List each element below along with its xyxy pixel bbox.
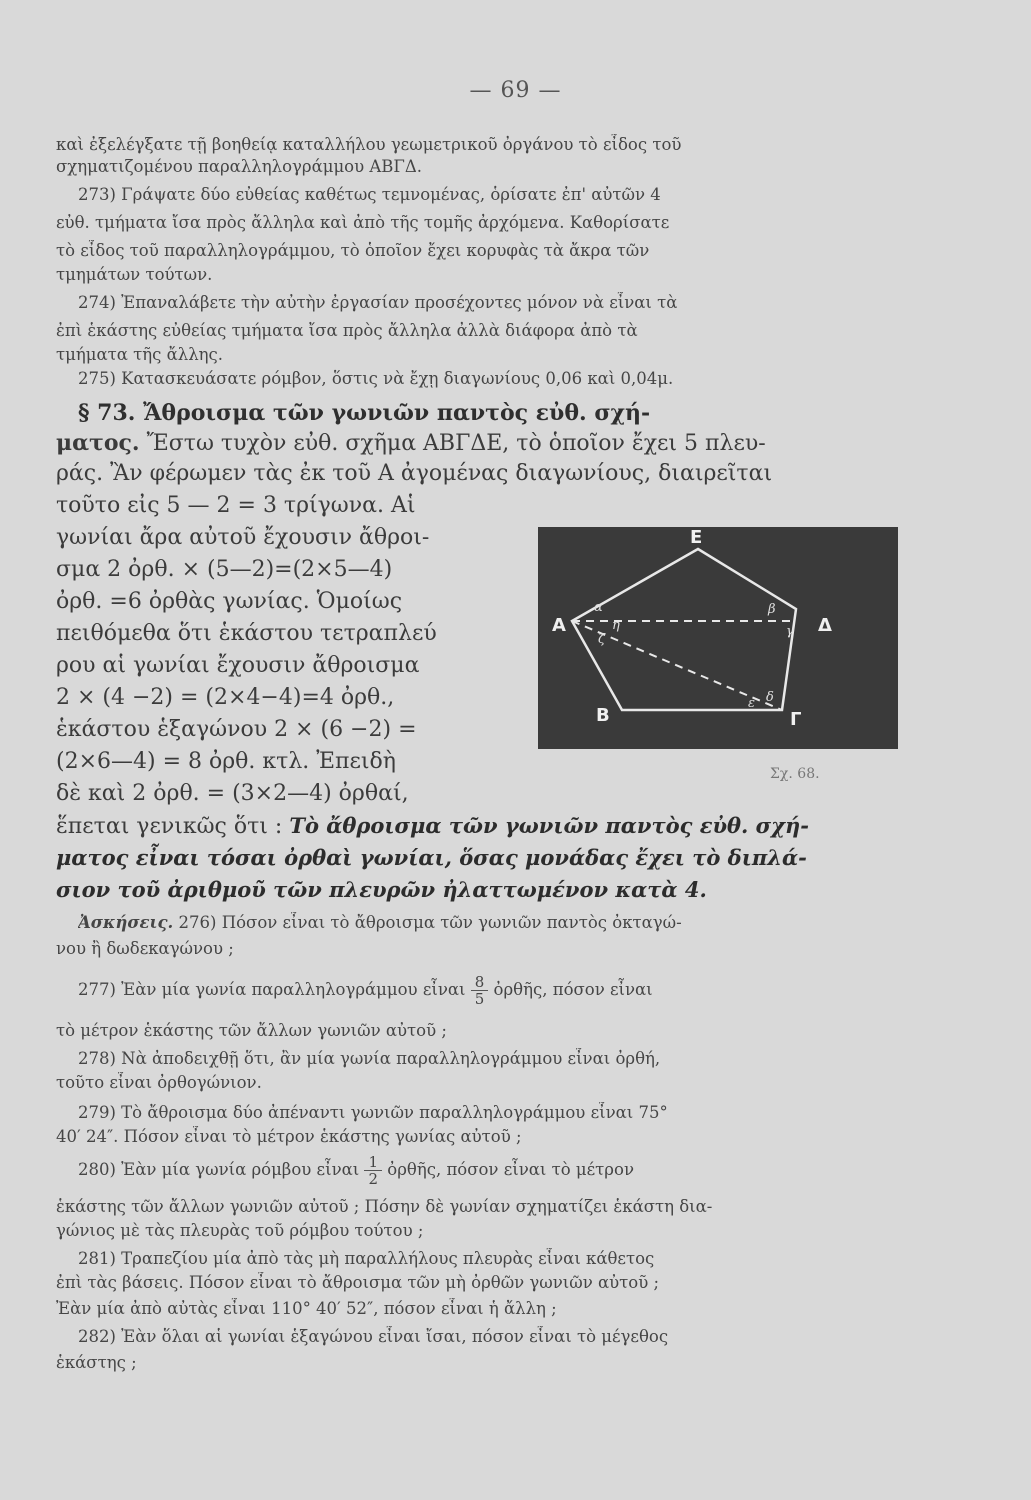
angle-label-epsilon: ε — [748, 696, 755, 711]
fraction — [364, 1154, 382, 1187]
text-span: ὀρθῆς, πόσον εἶναι τὸ μέτρον — [387, 1160, 634, 1179]
exercise-275: 275) Κατασκευάσατε ρόμβον, ὅστις νὰ ἔχῃ διαγωνίους 0,06 καὶ 0,04μ. — [78, 369, 674, 388]
text-span: 277) Ἐὰν μία γωνία παραλληλογράμμου εἶναι — [78, 980, 466, 999]
pentagon-shape — [572, 549, 796, 710]
text-line: 40′ 24″. Πόσον εἶναι τὸ μέτρον ἑκάστης γωνίας αὐτοῦ ; — [56, 1127, 522, 1146]
text-line: 2 × (4 −2) = (2×4−4)=4 ὀρθ., — [56, 685, 395, 710]
text-line: ρου αἱ γωνίαι ἔχουσιν ἄθροισμα — [56, 653, 420, 678]
exercise-282: 282) Ἐὰν ὅλαι αἱ γωνίαι ἑξαγώνου εἶναι ἴσαι, πόσον εἶναι τὸ μέγεθος — [78, 1327, 669, 1346]
text-line: γωνίαι ἄρα αὐτοῦ ἔχουσιν ἄθροι- — [56, 525, 430, 550]
theorem-text: Τὸ ἄθροισμα τῶν γωνιῶν παντὸς εὐθ. σχή- — [289, 813, 809, 838]
text-line: (2×6—4) = 8 ὀρθ. κτλ. Ἐπειδὴ — [56, 749, 396, 774]
angle-label-beta: β — [768, 602, 776, 617]
text-line: ἑκάστης τῶν ἄλλων γωνιῶν αὐτοῦ ; Πόσην δὲ γωνίαν σχηματίζει ἑκάστη δια- — [56, 1197, 713, 1216]
fraction-denominator: 5 — [474, 990, 485, 1008]
page-number: — 69 — — [469, 78, 562, 103]
exercise-280 — [78, 1150, 894, 1190]
text-span: ὀρθῆς, πόσον εἶναι — [493, 980, 653, 999]
text-span: ἕπεται γενικῶς ὅτι : — [56, 814, 290, 839]
vertex-label-A: Α — [552, 615, 566, 636]
text-line — [56, 811, 894, 842]
text-line: τμημάτων τούτων. — [56, 265, 213, 284]
pentagon-diagram — [538, 527, 898, 749]
section-title: § 73. Ἄθροισμα τῶν γωνιῶν παντὸς εὐθ. σχή- — [78, 400, 651, 426]
text-line: Ἐὰν μία ἀπὸ αὐτὰς εἶναι 110° 40′ 52″, πόσον εἶναι ἡ ἄλλη ; — [56, 1299, 557, 1318]
angle-label-eta: η — [612, 618, 620, 633]
angle-label-alpha: α — [594, 600, 603, 615]
text-span: 280) Ἐὰν μία γωνία ρόμβου εἶναι — [78, 1160, 360, 1179]
text-line: γώνιος μὲ τὰς πλευρὰς τοῦ ρόμβου τούτου ; — [56, 1221, 424, 1240]
fraction-numerator: 1 — [364, 1154, 382, 1171]
text-line: ἑκάστης ; — [56, 1353, 137, 1372]
figure-caption: Σχ. 68. — [770, 766, 820, 782]
fraction — [471, 974, 489, 1007]
angle-label-zeta: ζ — [598, 632, 606, 647]
exercise-281: 281) Τραπεζίου μία ἀπὸ τὰς μὴ παραλλήλους πλευρὰς εἶναι κάθετος — [78, 1249, 655, 1268]
text-line: τοῦτο εἶναι ὀρθογώνιον. — [56, 1073, 262, 1092]
exercise-278: 278) Νὰ ἀποδειχθῇ ὅτι, ἂν μία γωνία παραλληλογράμμου εἶναι ὀρθή, — [78, 1049, 661, 1068]
text-line: καὶ ἐξελέγξατε τῇ βοηθείᾳ καταλλήλου γεωμετρικοῦ ὀργάνου τὸ εἶδος τοῦ — [56, 135, 682, 154]
text-line: τοῦτο εἰς 5 — 2 = 3 τρίγωνα. Αἱ — [56, 493, 416, 518]
text-line: ράς. Ἂν φέρωμεν τὰς ἐκ τοῦ Α ἀγομένας διαγωνίους, διαιρεῖται — [56, 461, 773, 486]
text-line: ὀρθ. =6 ὀρθὰς γωνίας. Ὁμοίως — [56, 589, 403, 614]
text-line: ἑκάστου ἑξαγώνου 2 × (6 −2) = — [56, 717, 417, 742]
text-line: τμήματα τῆς ἄλλης. — [56, 345, 224, 364]
theorem-text: ματος εἶναι τόσαι ὀρθαὶ γωνίαι, ὅσας μονάδας ἔχει τὸ διπλά- — [56, 845, 807, 870]
exercises-label: Ἀσκήσεις. — [78, 913, 174, 932]
text-line: πειθόμεθα ὅτι ἑκάστου τετραπλεύ — [56, 621, 437, 646]
exercises-heading — [78, 912, 894, 934]
vertex-label-B: Β — [596, 705, 610, 726]
text-line: τὸ μέτρον ἑκάστης τῶν ἄλλων γωνιῶν αὐτοῦ ; — [56, 1021, 447, 1040]
text-span: 276) Πόσον εἶναι τὸ ἄθροισμα τῶν γωνιῶν παντὸς ὀκταγώ- — [173, 913, 682, 932]
text-line — [56, 428, 894, 459]
exercise-273: 273) Γράψατε δύο εὐθείας καθέτως τεμνομένας, ὁρίσατε ἐπ' αὐτῶν 4 — [78, 185, 661, 204]
text-line: ἐπὶ τὰς βάσεις. Πόσον εἶναι τὸ ἄθροισμα τῶν μὴ ὀρθῶν γωνιῶν αὐτοῦ ; — [56, 1273, 660, 1292]
text-line: σμα 2 ὀρθ. × (5—2)=(2×5—4) — [56, 557, 393, 582]
angle-label-gamma: γ — [786, 624, 794, 639]
exercise-279: 279) Τὸ ἄθροισμα δύο ἀπέναντι γωνιῶν παραλληλογράμμου εἶναι 75° — [78, 1103, 668, 1122]
exercise-277 — [78, 970, 894, 1010]
exercise-274: 274) Ἐπαναλάβετε τὴν αὐτὴν ἐργασίαν προσέχοντες μόνον νὰ εἶναι τὰ — [78, 293, 678, 312]
vertex-label-G: Γ — [790, 709, 802, 730]
text-line: σχηματιζομένου παραλληλογράμμου ΑΒΓΔ. — [56, 157, 423, 176]
text-line: ἐπὶ ἑκάστης εὐθείας τμήματα ἴσα πρὸς ἄλληλα ἀλλὰ διάφορα ἀπὸ τὰ — [56, 321, 638, 340]
text-span: Ἔστω τυχὸν εὐθ. σχῆμα ΑΒΓΔΕ, τὸ ὁποῖον ἔχει 5 πλευ- — [139, 431, 766, 456]
vertex-label-E: Ε — [690, 527, 703, 548]
angle-label-delta: δ — [766, 690, 774, 705]
text-line: δὲ καὶ 2 ὀρθ. = (3×2—4) ὀρθαί, — [56, 781, 409, 806]
text-line: τὸ εἶδος τοῦ παραλληλογράμμου, τὸ ὁποῖον ἔχει κορυφὰς τὰ ἄκρα τῶν — [56, 241, 650, 260]
fraction-numerator: 8 — [471, 974, 489, 991]
vertex-label-D: Δ — [818, 615, 832, 636]
pentagon-figure — [538, 527, 898, 749]
fraction-denominator: 2 — [368, 1170, 379, 1188]
text-line: εὐθ. τμήματα ἴσα πρὸς ἄλληλα καὶ ἀπὸ τῆς τομῆς ἀρχόμενα. Καθορίσατε — [56, 213, 670, 232]
theorem-text: σιον τοῦ ἀριθμοῦ τῶν πλευρῶν ἠλαττωμένον κατὰ 4. — [56, 877, 707, 902]
section-title-end: ματος. — [56, 430, 140, 456]
text-line: νου ἢ δωδεκαγώνου ; — [56, 939, 234, 958]
